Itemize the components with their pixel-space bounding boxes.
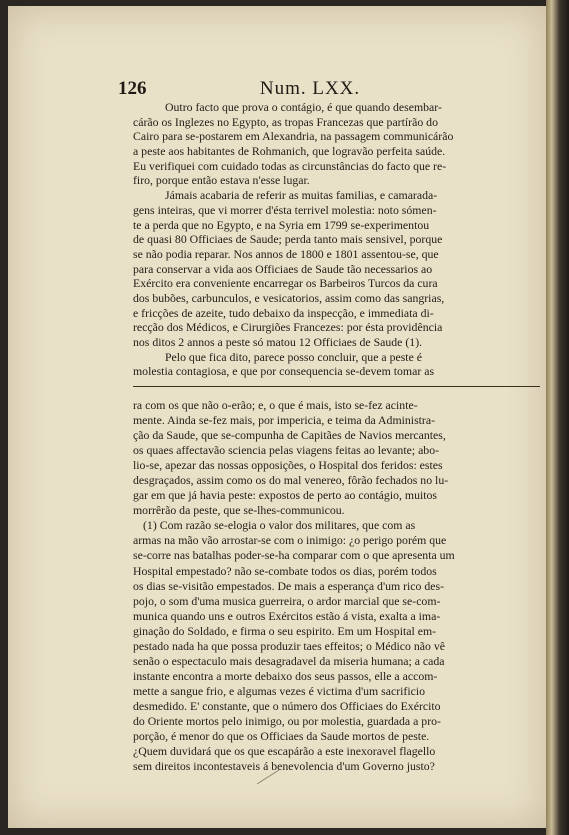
footnote-line: ção da Saude, que se-compunha de Capitães de Navios mercantes, bbox=[133, 428, 446, 443]
text-line: a peste aos habitantes de Rohmanich, que logravão perfeita saúde. bbox=[133, 144, 446, 159]
footnote-line: mette a sangue frio, e algumas vezes é victima d'um sacrificio bbox=[133, 683, 426, 698]
footnote-line: munica quando uns e outros Exércitos estão á vista, exalta a ima- bbox=[133, 608, 441, 623]
footnote-line: desgraçados, assim como os do mal venereo, fôrão fechados no lu- bbox=[133, 473, 449, 488]
text-line: Jámais acabaria de referir as muitas familias, e camarada- bbox=[165, 188, 438, 203]
footnote-line: pestado nada ha que possa produzir taes effeitos; o Médico não vê bbox=[133, 638, 445, 653]
footnote-line: porção, é menor do que os Officiaes da Saude mortos de peste. bbox=[133, 729, 430, 744]
text-line: e fricções de azeite, tudo debaixo da inspecção, e immediata di- bbox=[133, 305, 434, 320]
text-line: recção dos Médicos, e Cirurgiões Francezes: por ésta providência bbox=[133, 320, 443, 335]
footnote-line: pojo, o som d'uma musica guerreira, o ardor marcial que se-com- bbox=[133, 593, 441, 608]
footnote-divider bbox=[133, 386, 540, 387]
pencil-mark bbox=[253, 766, 283, 788]
footnote-line: morrêrão da peste, que se-lhes-communicou. bbox=[133, 503, 345, 518]
text-line: de quasi 80 Officiaes de Saude; perda tanto mais sensivel, porque bbox=[133, 232, 443, 247]
footnote-line: desmedido. E' constante, que o número dos Officiaes do Exército bbox=[133, 698, 441, 713]
text-line: Outro facto que prova o contágio, é que quando desembar- bbox=[165, 100, 442, 114]
issue-title: Num. LXX. bbox=[259, 78, 361, 99]
footnote-line: ginação do Soldado, e firma o seu espirito. Em um Hospital em- bbox=[133, 623, 437, 638]
footnote-line: mente. Ainda se-fez mais, por impericia, e teima da Administra- bbox=[133, 413, 436, 428]
footnote-line: se-corre nas batalhas poder-se-ha comparar com o que apresenta um bbox=[133, 548, 455, 563]
footnote-line: ¿Quem duvidará que os que escapárão a este inexoravel flagello bbox=[133, 744, 436, 759]
footnote-line: senão o espectaculo mais desagradavel da miseria humana; a cada bbox=[133, 653, 445, 668]
footnote-line: (1) Com razão se-elogia o valor dos militares, que com as bbox=[143, 518, 416, 533]
text-line: gens inteiras, que vi morrer d'ésta terrivel molestia: noto sómen- bbox=[133, 202, 437, 217]
footnote-line: sem direitos incontestaveis á benevolencia d'um Governo justo? bbox=[133, 759, 435, 774]
text-line: Eu verifiquei com cuidado todas as circunstâncias do facto que re- bbox=[133, 158, 447, 173]
text-line: molestia contagiosa, e que por consequencia se-devem tomar as bbox=[133, 364, 435, 379]
text-line: te a perda que no Egypto, e na Syria em 1799 se-experimentou bbox=[133, 217, 430, 232]
footnote-line: do Oriente mortos pelo inimigo, ou por molestia, guardada a pro- bbox=[133, 713, 441, 728]
footnote-line: os dias se-visitão empestados. De mais a esperança d'um rico des- bbox=[133, 578, 445, 593]
text-line: para conservar a vida aos Officiaes de Saude tão necessarios ao bbox=[133, 261, 433, 276]
footnote-line: instante encontra a morte debaixo dos seus passos, elle a accom- bbox=[133, 668, 438, 683]
text-line: Pelo que fica dito, parece posso concluir, que a peste é bbox=[165, 349, 422, 364]
main-text bbox=[133, 100, 541, 379]
footnote-line: armas na mão vão arrostar-se com o inimigo: ¿o perigo porém que bbox=[133, 533, 447, 548]
text-line: se não podia reparar. Nos annos de 1800 e 1801 assentou-se, que bbox=[133, 246, 439, 261]
footnote-line: Hospital empestado? não se-combate todos os dias, porém todos bbox=[133, 563, 437, 578]
footnote-line: ra com os que não o-erão; e, o que é mais, isto se-fez acinte- bbox=[133, 398, 418, 412]
footnote-line: os quaes affectavão sciencia pelas viagens feitas ao levante; abo- bbox=[133, 443, 440, 458]
text-line: cárão os Inglezes no Egypto, as tropas Francezas que partírão do bbox=[133, 114, 438, 129]
text-line: dos bubões, carbunculos, e vesicatorios, assim como das sangrias, bbox=[133, 290, 445, 305]
text-line: nos ditos 2 annos a peste só matou 12 Officiaes de Saude (1). bbox=[133, 335, 423, 349]
text-line: Exército era conveniente encarregar os Barbeiros Turcos da cura bbox=[133, 276, 438, 291]
page-header bbox=[118, 78, 438, 102]
page-edge bbox=[546, 0, 569, 835]
text-line: firo, porque então estava n'esse lugar. bbox=[133, 173, 310, 188]
footnote-line: gar em que já havia peste: expostos de perto ao contágio, muitos bbox=[133, 488, 438, 503]
page-number: 126 bbox=[118, 78, 147, 99]
footnotes bbox=[133, 398, 541, 774]
footnote-line: lio-se, apezar das nossas opposições, o Hospital dos feridos: estes bbox=[133, 458, 443, 473]
text-line: Cairo para se-postarem em Alexandria, na passagem communicárão bbox=[133, 129, 454, 144]
